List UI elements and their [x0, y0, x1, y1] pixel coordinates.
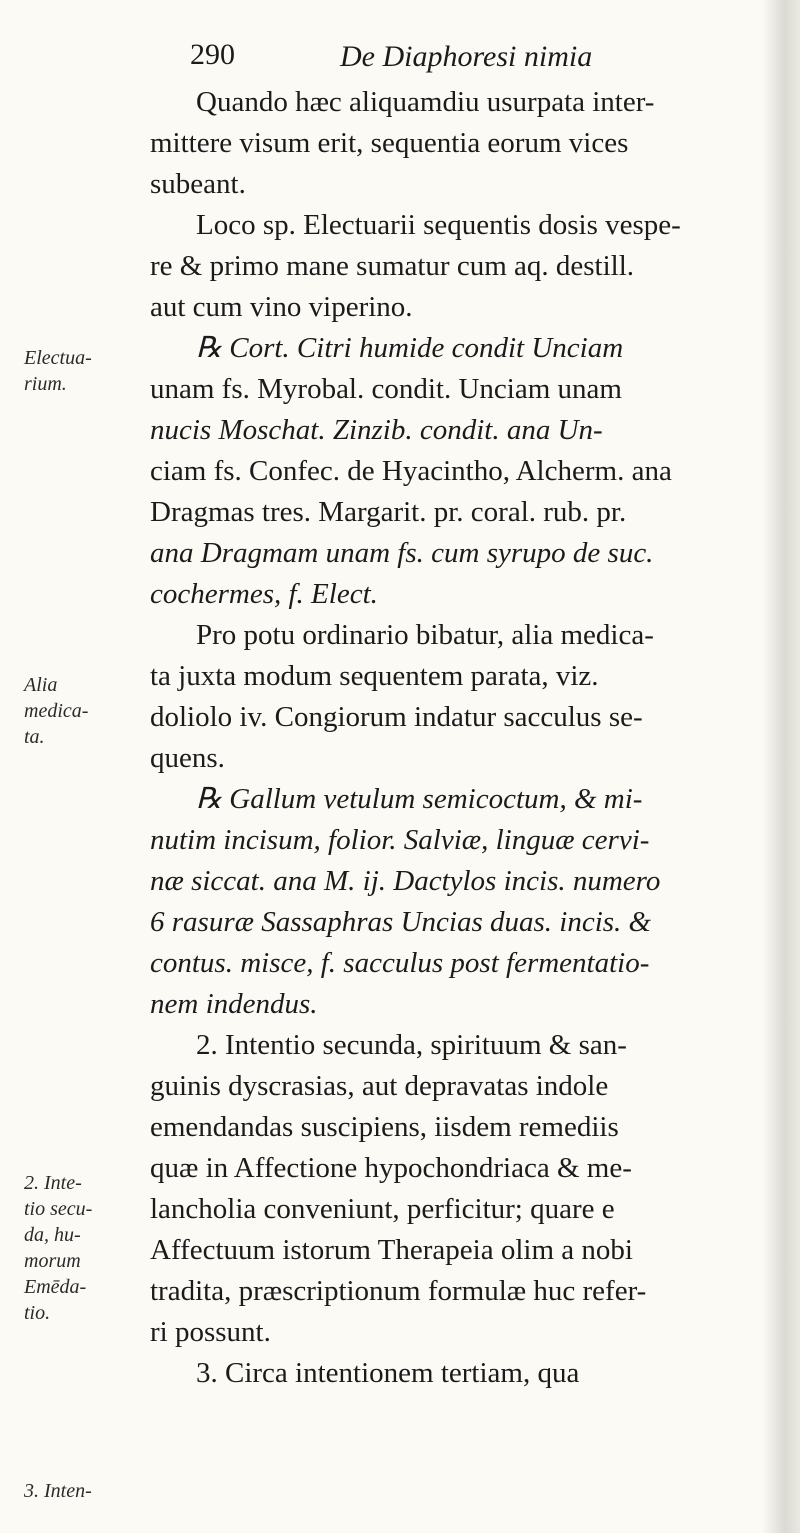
text-line: lancholia conveniunt, perficitur; quare e [150, 1193, 615, 1225]
margin-note-alia-medicata: Alia medica- ta. [24, 674, 89, 748]
text-line: ri possunt. [150, 1316, 271, 1348]
text-line: 2. Intentio secunda, spirituum & san- [196, 1029, 627, 1061]
text-line: emendandas suscipiens, iisdem remediis [150, 1111, 619, 1143]
text-line: aut cum vino viperino. [150, 291, 413, 323]
text-line: nucis Moschat. Zinzib. condit. ana Un- [150, 414, 603, 446]
text-line: ciam fs. Confec. de Hyacintho, Alcherm. ana [150, 455, 672, 487]
margin-note-intentio-secunda: 2. Inte- tio secu- da, hu- morum Emēda- tio. [24, 1172, 93, 1324]
text-line: quens. [150, 742, 225, 774]
text-line: Dragmas tres. Margarit. pr. coral. rub. pr. [150, 496, 627, 528]
text-line: quæ in Affectione hypochondriaca & me- [150, 1152, 632, 1184]
text-line: nutim incisum, folior. Salviæ, linguæ cervi- [150, 824, 650, 856]
margin-note-electuarium: Electua- rium. [24, 347, 92, 395]
text-line: cochermes, f. Elect. [150, 578, 378, 610]
page-header [190, 38, 750, 78]
text-line: subeant. [150, 168, 246, 200]
page-number: 290 [190, 38, 235, 71]
text-line: nem indendus. [150, 988, 318, 1020]
text-line: ℞ Cort. Citri humide condit Unciam [196, 332, 624, 364]
text-line: 3. Circa intentionem tertiam, qua [196, 1357, 580, 1389]
running-head: De Diaphoresi nimia [340, 40, 593, 73]
text-line: Pro potu ordinario bibatur, alia medica- [196, 619, 654, 651]
margin-note-intentio-tertia: 3. Inten- [24, 1480, 92, 1502]
text-line: tradita, præscriptionum formulæ huc refer- [150, 1275, 647, 1307]
text-line: Quando hæc aliquamdiu usurpata inter- [196, 86, 655, 118]
body-text [150, 82, 775, 1394]
text-line: doliolo iv. Congiorum indatur sacculus se- [150, 701, 643, 733]
text-line: ana Dragmam unam fs. cum syrupo de suc. [150, 537, 654, 569]
text-line: guinis dyscrasias, aut depravatas indole [150, 1070, 609, 1102]
text-line: ta juxta modum sequentem parata, viz. [150, 660, 599, 692]
text-line: unam fs. Myrobal. condit. Unciam unam [150, 373, 622, 405]
text-line: ℞ Gallum vetulum semicoctum, & mi- [196, 783, 643, 815]
text-line: Loco sp. Electuarii sequentis dosis vespe- [196, 209, 681, 241]
page-edge-shadow [762, 0, 800, 1533]
text-line: mittere visum erit, sequentia eorum vices [150, 127, 629, 159]
text-line: næ siccat. ana M. ij. Dactylos incis. numero [150, 865, 661, 897]
text-line: Affectuum istorum Therapeia olim a nobi [150, 1234, 633, 1266]
text-line: contus. misce, f. sacculus post fermentatio- [150, 947, 650, 979]
text-line: re & primo mane sumatur cum aq. destill. [150, 250, 635, 282]
text-line: 6 rasuræ Sassaphras Uncias duas. incis. & [150, 906, 652, 938]
